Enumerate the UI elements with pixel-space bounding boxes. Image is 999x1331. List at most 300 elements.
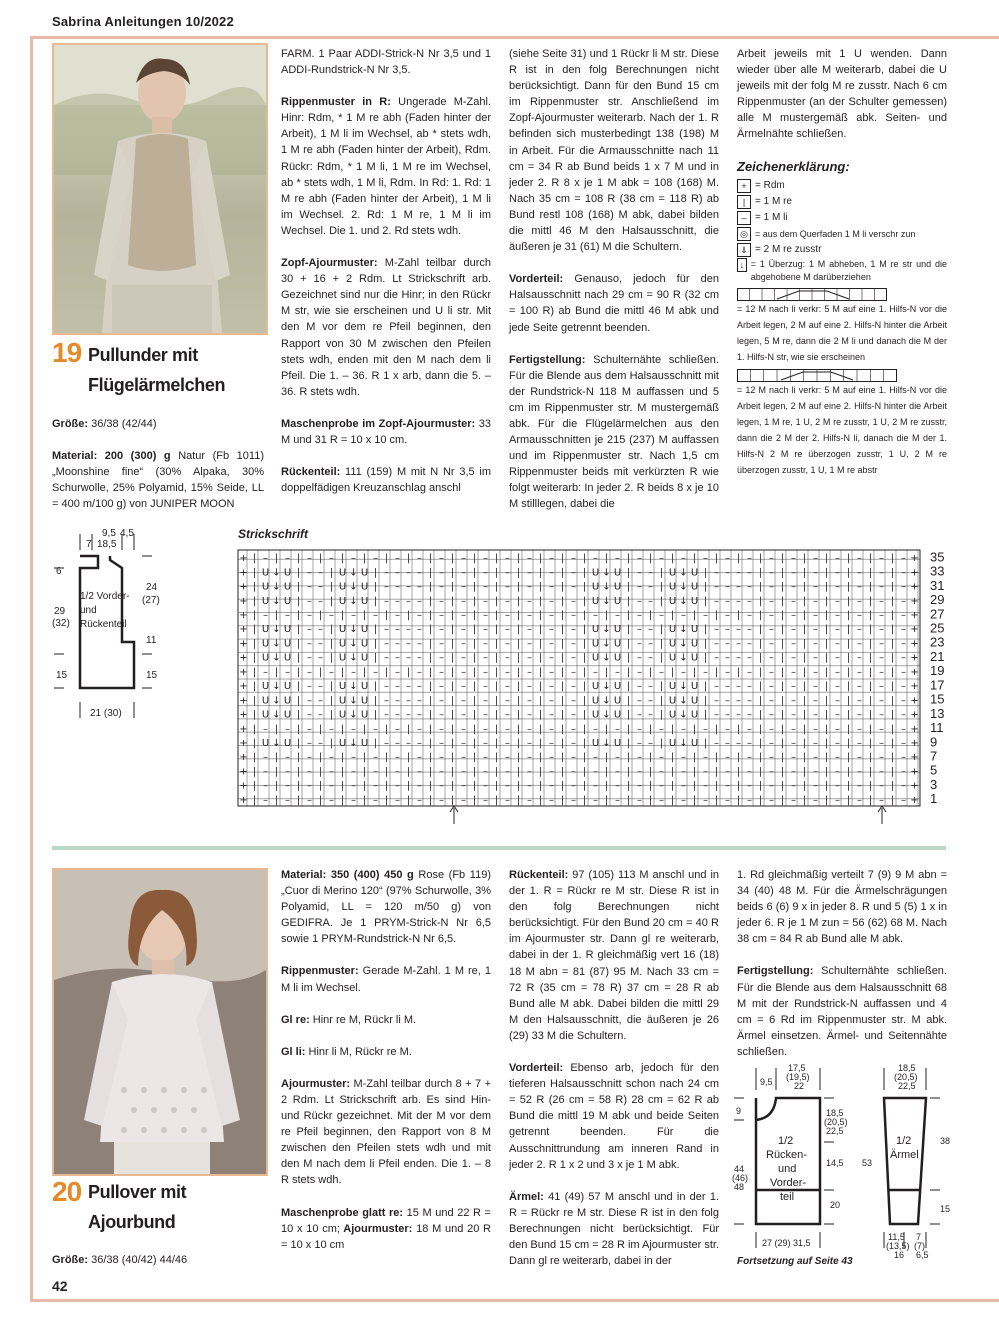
- chart-stitch: –: [549, 638, 554, 650]
- chart-stitch: |: [318, 553, 323, 565]
- chart-stitch: |: [758, 567, 763, 579]
- chart-stitch: –: [835, 766, 840, 778]
- chart-stitch: –: [791, 553, 796, 565]
- chart-stitch: |: [362, 553, 367, 565]
- chart-stitch: |: [868, 624, 873, 636]
- chart-stitch: |: [824, 624, 829, 636]
- chart-stitch: |: [890, 752, 895, 764]
- chart-stitch: –: [725, 553, 730, 565]
- chart-stitch: –: [813, 737, 818, 749]
- chart-stitch: –: [373, 780, 378, 792]
- chart-stitch: –: [263, 609, 268, 621]
- chart-stitch: –: [879, 553, 884, 565]
- chart-stitch: |: [538, 609, 543, 621]
- chart-row-number: 11: [930, 720, 944, 736]
- chart-stitch: –: [417, 709, 422, 721]
- chart-stitch: –: [835, 723, 840, 735]
- chart-stitch: |: [846, 638, 851, 650]
- body-label2: Rücken-: [766, 1149, 807, 1161]
- chart-stitch: |: [703, 581, 708, 593]
- chart-stitch: |: [450, 681, 455, 693]
- chart-stitch: |: [516, 652, 521, 664]
- chart-stitch: |: [428, 567, 433, 579]
- chart-stitch: |: [648, 766, 653, 778]
- chart-stitch: –: [571, 553, 576, 565]
- chart-stitch: –: [395, 709, 400, 721]
- chart-stitch: |: [450, 666, 455, 678]
- chart-stitch: ↓: [602, 737, 611, 749]
- chart-stitch: –: [549, 780, 554, 792]
- section-divider: [52, 846, 946, 850]
- chart-stitch: |: [582, 652, 587, 664]
- schema-top1: 9,5: [102, 528, 116, 539]
- chart-stitch: |: [868, 666, 873, 678]
- chart-stitch: –: [857, 609, 862, 621]
- chart-stitch: |: [736, 723, 741, 735]
- chart-stitch: +: [239, 794, 248, 806]
- chart-stitch: +: [239, 567, 248, 579]
- chart-stitch: –: [714, 624, 719, 636]
- chart-stitch: U: [591, 695, 600, 707]
- chart-stitch: –: [791, 695, 796, 707]
- chart-stitch: |: [516, 766, 521, 778]
- chart-stitch: |: [846, 581, 851, 593]
- chart-stitch: –: [505, 609, 510, 621]
- chart-stitch: |: [428, 737, 433, 749]
- chart-stitch: |: [538, 752, 543, 764]
- chart-stitch: U: [360, 581, 369, 593]
- chart-stitch: –: [549, 595, 554, 607]
- chart-stitch: U: [591, 638, 600, 650]
- chart-stitch: |: [670, 666, 675, 678]
- chart-stitch: |: [406, 794, 411, 806]
- chart-stitch: |: [670, 723, 675, 735]
- chart-stitch: –: [571, 666, 576, 678]
- chart-stitch: –: [879, 666, 884, 678]
- chart-stitch: |: [780, 609, 785, 621]
- chart-stitch: –: [417, 695, 422, 707]
- chart-stitch: |: [406, 752, 411, 764]
- chart-stitch: |: [692, 794, 697, 806]
- chart-stitch: U: [668, 595, 677, 607]
- chart-stitch: –: [615, 666, 620, 678]
- body-right2: (20,5): [824, 1117, 848, 1127]
- chart-stitch: |: [802, 624, 807, 636]
- chart-stitch: |: [373, 624, 378, 636]
- chart-stitch: U: [690, 737, 699, 749]
- legend-row-skp: [737, 258, 947, 284]
- chart-stitch: –: [736, 695, 741, 707]
- chart-stitch: –: [835, 794, 840, 806]
- chart-stitch: |: [890, 737, 895, 749]
- chart-stitch: –: [714, 581, 719, 593]
- chart-stitch: |: [296, 609, 301, 621]
- chart-stitch: U: [613, 624, 622, 636]
- chart-stitch: –: [395, 737, 400, 749]
- chart-stitch: –: [857, 723, 862, 735]
- item20-gauge-label: Maschenprobe glatt re:: [281, 1206, 404, 1219]
- chart-stitch: |: [758, 595, 763, 607]
- legend-symbol: ◎: [737, 227, 751, 241]
- chart-stitch: |: [296, 752, 301, 764]
- body-label3: und: [778, 1163, 797, 1175]
- chart-stitch: |: [824, 652, 829, 664]
- chart-stitch: –: [714, 695, 719, 707]
- chart-stitch: –: [747, 567, 752, 579]
- chart-stitch: –: [505, 794, 510, 806]
- chart-stitch: –: [659, 794, 664, 806]
- item20-rib-label: Rippenmuster:: [281, 965, 359, 978]
- chart-stitch: –: [571, 681, 576, 693]
- chart-stitch: –: [461, 681, 466, 693]
- chart-stitch: –: [813, 567, 818, 579]
- chart-stitch: –: [901, 638, 906, 650]
- chart-stitch: |: [780, 780, 785, 792]
- chart-stitch: U: [338, 709, 347, 721]
- chart-stitch: –: [527, 794, 532, 806]
- chart-stitch: –: [483, 709, 488, 721]
- chart-stitch: |: [758, 794, 763, 806]
- chart-stitch: |: [274, 553, 279, 565]
- chart-stitch: U: [668, 638, 677, 650]
- chart-stitch: |: [450, 638, 455, 650]
- chart-stitch: –: [725, 695, 730, 707]
- chart-stitch: |: [626, 794, 631, 806]
- chart-stitch: |: [846, 723, 851, 735]
- chart-stitch: |: [384, 723, 389, 735]
- chart-stitch: +: [910, 709, 919, 721]
- chart-stitch: –: [813, 666, 818, 678]
- item20-sleeve-label: Ärmel:: [509, 1190, 544, 1203]
- chart-stitch: |: [868, 581, 873, 593]
- chart-stitch: U: [283, 567, 292, 579]
- chart-stitch: –: [329, 609, 334, 621]
- chart-stitch: –: [461, 695, 466, 707]
- chart-stitch: |: [252, 652, 257, 664]
- chart-stitch: |: [758, 609, 763, 621]
- chart-stitch: –: [571, 567, 576, 579]
- chart-stitch: U: [283, 638, 292, 650]
- chart-stitch: |: [890, 638, 895, 650]
- item20-glre-text: Hinr re M, Rückr li M.: [309, 1013, 417, 1026]
- chart-stitch: U: [283, 681, 292, 693]
- chart-stitch: |: [604, 553, 609, 565]
- schema-top3: 7: [86, 539, 92, 550]
- chart-stitch: –: [483, 638, 488, 650]
- chart-stitch: U: [283, 581, 292, 593]
- chart-stitch: –: [725, 581, 730, 593]
- chart-stitch: –: [659, 666, 664, 678]
- body-label5: teil: [780, 1191, 795, 1203]
- chart-stitch: –: [791, 780, 796, 792]
- chart-stitch: –: [637, 567, 642, 579]
- chart-stitch: –: [285, 609, 290, 621]
- chart-stitch: –: [571, 581, 576, 593]
- chart-stitch: –: [406, 652, 411, 664]
- chart-stitch: –: [835, 695, 840, 707]
- chart-stitch: |: [703, 737, 708, 749]
- chart-stitch: ↓: [272, 581, 281, 593]
- chart-stitch: –: [615, 609, 620, 621]
- chart-stitch: |: [758, 709, 763, 721]
- chart-stitch: |: [538, 553, 543, 565]
- item20-size: [52, 1252, 264, 1268]
- chart-stitch: –: [395, 794, 400, 806]
- chart-stitch: –: [318, 581, 323, 593]
- chart-stitch: +: [910, 737, 919, 749]
- chart-stitch: –: [769, 723, 774, 735]
- chart-stitch: |: [296, 553, 301, 565]
- chart-row-number: 9: [930, 734, 938, 750]
- chart-stitch: –: [307, 709, 312, 721]
- chart-stitch: –: [835, 624, 840, 636]
- chart-stitch: –: [681, 723, 686, 735]
- chart-stitch: –: [747, 780, 752, 792]
- chart-stitch: |: [780, 595, 785, 607]
- chart-stitch: |: [494, 766, 499, 778]
- item20-material-label: Material: 350 (400) 450 g: [281, 869, 414, 881]
- chart-stitch: |: [846, 737, 851, 749]
- chart-stitch: |: [516, 666, 521, 678]
- chart-stitch: |: [494, 695, 499, 707]
- chart-stitch: –: [714, 638, 719, 650]
- chart-stitch: –: [813, 695, 818, 707]
- chart-stitch: |: [560, 766, 565, 778]
- chart-stitch: |: [626, 652, 631, 664]
- chart-stitch: |: [890, 695, 895, 707]
- chart-stitch: |: [472, 794, 477, 806]
- chart-stitch: –: [417, 638, 422, 650]
- chart-stitch: –: [329, 752, 334, 764]
- chart-stitch: –: [505, 681, 510, 693]
- chart-stitch: –: [725, 638, 730, 650]
- chart-stitch: U: [591, 581, 600, 593]
- chart-stitch: |: [538, 737, 543, 749]
- chart-stitch: –: [725, 681, 730, 693]
- chart-stitch: –: [439, 681, 444, 693]
- chart-stitch: |: [428, 780, 433, 792]
- chart-row-number: 23: [930, 634, 945, 650]
- chart-stitch: +: [239, 766, 248, 778]
- chart-stitch: –: [571, 723, 576, 735]
- chart-stitch: |: [802, 666, 807, 678]
- chart-stitch: |: [648, 723, 653, 735]
- chart-stitch: –: [637, 766, 642, 778]
- chart-stitch: –: [373, 553, 378, 565]
- chart-stitch: –: [505, 695, 510, 707]
- chart-stitch: |: [329, 595, 334, 607]
- chart-stitch: U: [360, 709, 369, 721]
- chart-stitch: |: [692, 766, 697, 778]
- chart-stitch: |: [868, 652, 873, 664]
- chart-stitch: +: [239, 681, 248, 693]
- item19-material-label: Material: 200 (300) g: [52, 450, 171, 463]
- chart-stitch: –: [901, 581, 906, 593]
- chart-stitch: –: [461, 794, 466, 806]
- chart-stitch: –: [791, 737, 796, 749]
- chart-stitch: –: [571, 752, 576, 764]
- chart-stitch: –: [725, 666, 730, 678]
- chart-stitch: –: [637, 723, 642, 735]
- chart-stitch: |: [252, 567, 257, 579]
- chart-stitch: –: [439, 752, 444, 764]
- chart-stitch: –: [615, 780, 620, 792]
- chart-stitch: –: [406, 709, 411, 721]
- chart-stitch: –: [417, 666, 422, 678]
- chart-stitch: |: [329, 567, 334, 579]
- item19-number: 19: [52, 337, 82, 368]
- chart-stitch: –: [527, 723, 532, 735]
- chart-stitch: U: [591, 652, 600, 664]
- item20-front-label: Vorderteil:: [509, 1062, 564, 1075]
- chart-stitch: |: [472, 780, 477, 792]
- chart-stitch: U: [690, 652, 699, 664]
- chart-stitch: –: [901, 766, 906, 778]
- chart-stitch: –: [263, 666, 268, 678]
- chart-stitch: –: [637, 638, 642, 650]
- chart-stitch: –: [417, 780, 422, 792]
- chart-stitch: U: [261, 652, 270, 664]
- chart-stitch: |: [692, 666, 697, 678]
- cable1-symbol: [737, 288, 887, 301]
- chart-stitch: –: [439, 624, 444, 636]
- chart-stitch: ↓: [272, 709, 281, 721]
- chart-stitch: –: [395, 624, 400, 636]
- chart-stitch: –: [901, 681, 906, 693]
- chart-stitch: |: [560, 794, 565, 806]
- chart-stitch: –: [329, 666, 334, 678]
- chart-stitch: |: [472, 709, 477, 721]
- chart-stitch: |: [296, 581, 301, 593]
- chart-stitch: –: [461, 752, 466, 764]
- chart-stitch: U: [261, 581, 270, 593]
- chart-stitch: |: [516, 737, 521, 749]
- chart-stitch: +: [239, 666, 248, 678]
- chart-stitch: U: [338, 695, 347, 707]
- chart-stitch: –: [879, 737, 884, 749]
- chart-stitch: –: [879, 567, 884, 579]
- chart-stitch: |: [428, 681, 433, 693]
- chart-stitch: –: [373, 752, 378, 764]
- chart-stitch: |: [362, 780, 367, 792]
- sleeve-b4: 7: [916, 1232, 922, 1242]
- chart-stitch: |: [538, 681, 543, 693]
- chart-stitch: |: [846, 609, 851, 621]
- chart-stitch: +: [910, 553, 919, 565]
- chart-stitch: –: [483, 581, 488, 593]
- chart-stitch: –: [549, 553, 554, 565]
- chart-stitch: |: [494, 595, 499, 607]
- chart-stitch: –: [417, 567, 422, 579]
- chart-stitch: |: [494, 723, 499, 735]
- chart-stitch: |: [252, 752, 257, 764]
- chart-row-number: 19: [930, 663, 945, 679]
- chart-stitch: –: [901, 567, 906, 579]
- chart-stitch: |: [703, 567, 708, 579]
- chart-stitch: |: [406, 723, 411, 735]
- chart-stitch: –: [769, 624, 774, 636]
- chart-stitch: –: [879, 595, 884, 607]
- chart-stitch: –: [615, 794, 620, 806]
- body-top2: (19,5): [786, 1072, 810, 1082]
- legend-symbol: |: [737, 195, 751, 209]
- chart-stitch: –: [736, 681, 741, 693]
- chart-row-number: 17: [930, 677, 945, 693]
- chart-stitch: –: [527, 780, 532, 792]
- chart-stitch: –: [857, 780, 862, 792]
- chart-stitch: –: [395, 723, 400, 735]
- chart-stitch: |: [428, 709, 433, 721]
- chart-stitch: –: [879, 695, 884, 707]
- chart-stitch: –: [571, 624, 576, 636]
- chart-stitch: |: [846, 766, 851, 778]
- chart-stitch: |: [252, 609, 257, 621]
- chart-stitch: –: [549, 737, 554, 749]
- body-left1: 9: [736, 1106, 742, 1116]
- chart-stitch: |: [758, 766, 763, 778]
- chart-stitch: |: [472, 723, 477, 735]
- chart-stitch: |: [450, 695, 455, 707]
- chart-stitch: |: [384, 553, 389, 565]
- chart-stitch: –: [461, 766, 466, 778]
- chart-stitch: |: [802, 766, 807, 778]
- chart-stitch: |: [329, 638, 334, 650]
- chart-stitch: |: [494, 581, 499, 593]
- chart-stitch: U: [261, 595, 270, 607]
- chart-stitch: ↓: [602, 624, 611, 636]
- chart-stitch: –: [505, 780, 510, 792]
- chart-stitch: |: [648, 666, 653, 678]
- chart-stitch: |: [626, 780, 631, 792]
- chart-stitch: |: [692, 780, 697, 792]
- chart-stitch: –: [813, 638, 818, 650]
- chart-stitch: |: [824, 553, 829, 565]
- schema-top2: 4,5: [120, 528, 134, 539]
- chart-stitch: –: [901, 553, 906, 565]
- chart-stitch: |: [648, 780, 653, 792]
- chart-stitch: U: [613, 581, 622, 593]
- chart-stitch: –: [835, 737, 840, 749]
- chart-stitch: |: [538, 581, 543, 593]
- chart-stitch: |: [802, 737, 807, 749]
- chart-stitch: |: [692, 723, 697, 735]
- chart-stitch: U: [360, 695, 369, 707]
- chart-stitch: |: [373, 737, 378, 749]
- item19-front-label: Vorderteil:: [509, 273, 564, 286]
- chart-stitch: –: [549, 652, 554, 664]
- chart-stitch: –: [461, 553, 466, 565]
- chart-stitch: |: [252, 681, 257, 693]
- chart-stitch: |: [626, 567, 631, 579]
- chart-stitch: –: [395, 581, 400, 593]
- item20-col2: [281, 867, 491, 1269]
- chart-row-number: 7: [930, 748, 938, 764]
- chart-row-number: 1: [930, 791, 938, 807]
- chart-stitch: –: [461, 737, 466, 749]
- chart-stitch: –: [373, 609, 378, 621]
- chart-row-number: 13: [930, 705, 945, 721]
- chart-stitch: –: [769, 780, 774, 792]
- chart-stitch: –: [736, 624, 741, 636]
- chart-stitch: –: [395, 766, 400, 778]
- chart-stitch: –: [879, 766, 884, 778]
- chart-stitch: –: [351, 752, 356, 764]
- chart-stitch: U: [261, 737, 270, 749]
- chart-stitch: U: [668, 695, 677, 707]
- chart-stitch: –: [648, 595, 653, 607]
- chart-stitch: –: [681, 780, 686, 792]
- chart-stitch: ↓: [602, 681, 611, 693]
